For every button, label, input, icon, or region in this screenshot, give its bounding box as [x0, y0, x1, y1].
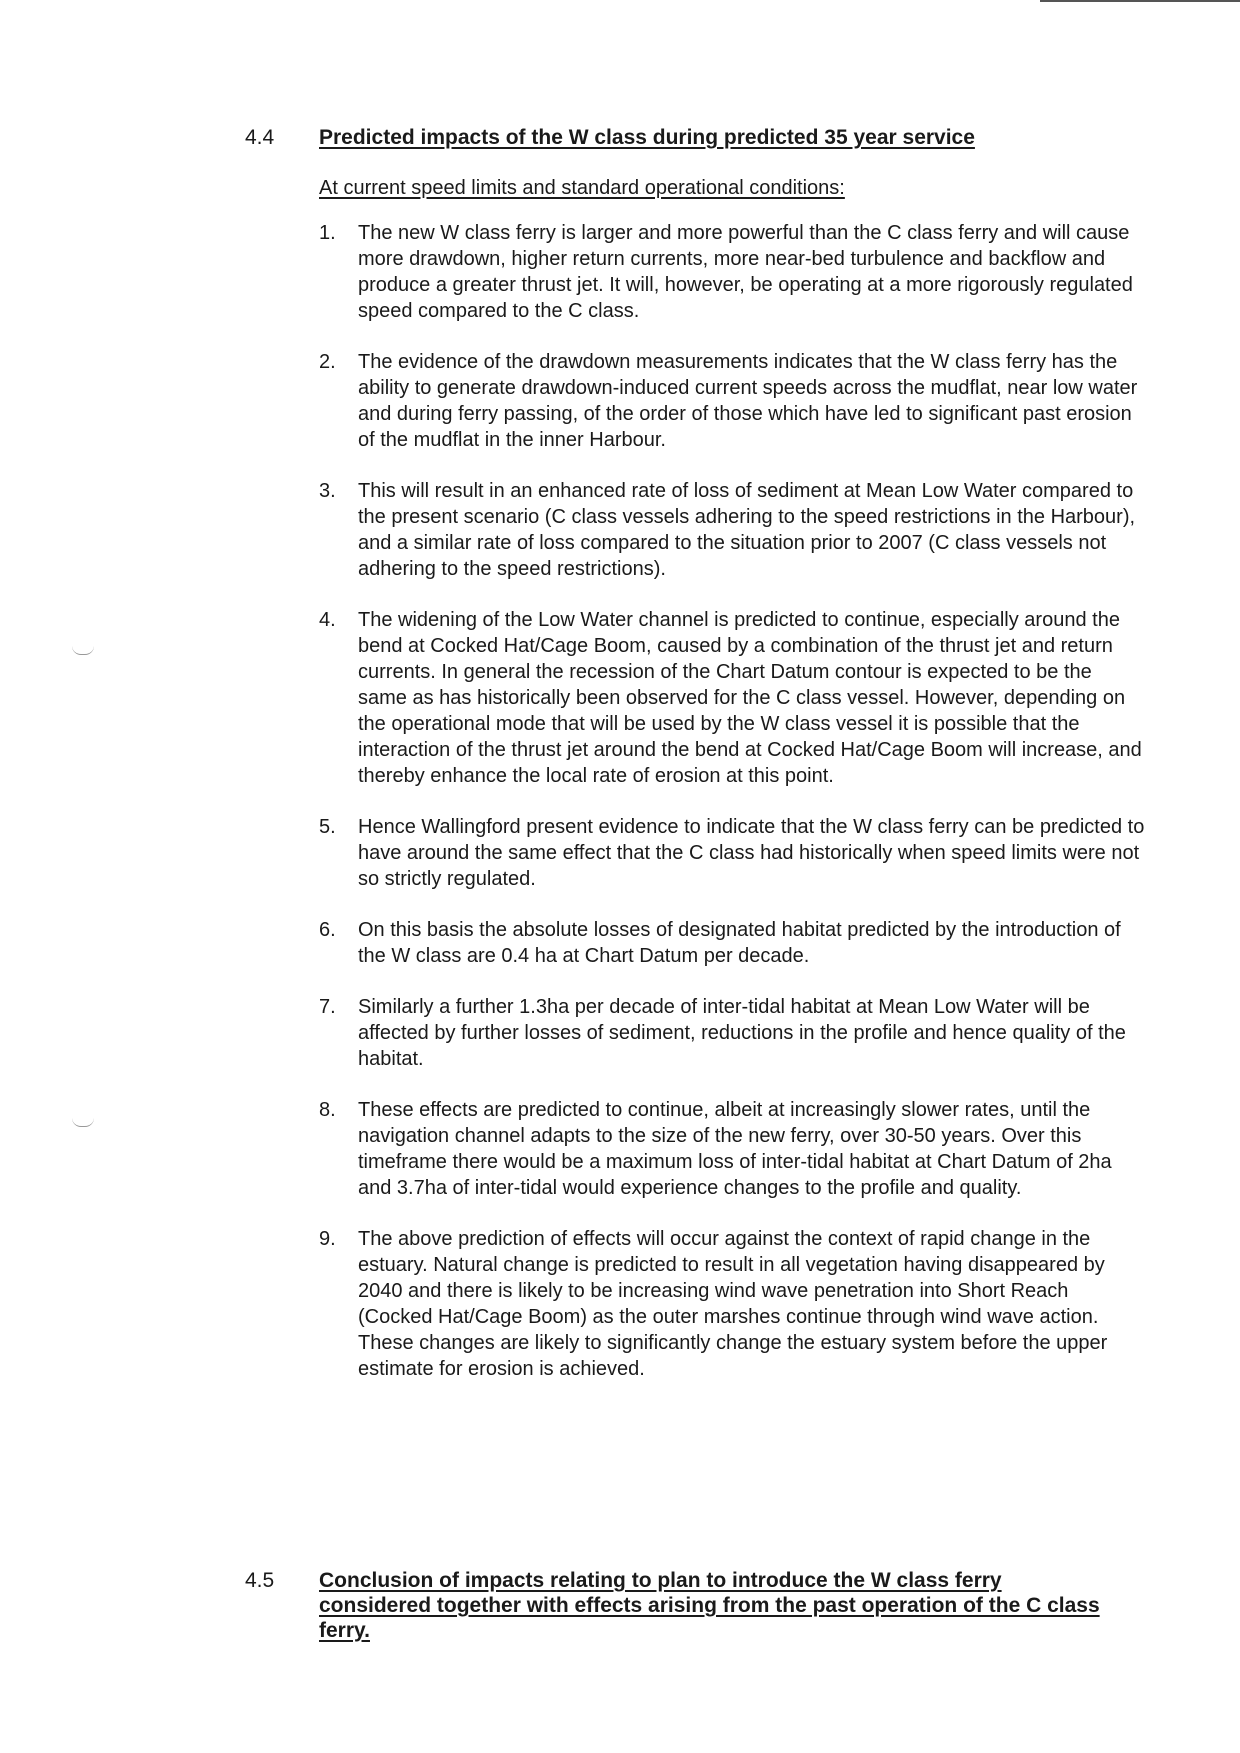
list-item	[319, 220, 1145, 324]
list-item	[319, 994, 1145, 1072]
list-item-text: These effects are predicted to continue, albeit at increasingly slower rates, until the navigation channel adapts to the size of the new ferry, over 30-50 years. Over this timeframe there would be a maximum loss of inter-tidal habitat at Chart Datum of 2ha and 3.7ha of inter-tidal would experience changes to the profile and quality.	[358, 1099, 1112, 1199]
list-item-text: The new W class ferry is larger and more powerful than the C class ferry and will cause more drawdown, higher return currents, more near-bed turbulence and backflow and produce a greater thrust jet. It will, however, be operating at a more rigorously regulated speed compared to the C class.	[358, 222, 1133, 322]
list-item-text: The above prediction of effects will occur against the context of rapid change in the estuary. Natural change is predicted to result in all vegetation having disappeared by 2040 and there is likely to be increasing wind wave penetration into Short Reach (Cocked Hat/Cage Boom) as the outer marshes continue through wind wave action. These changes are likely to significantly change the estuary system before the upper estimate for erosion is achieved.	[358, 1228, 1108, 1380]
section-heading	[245, 125, 1145, 150]
list-item-text: Hence Wallingford present evidence to indicate that the W class ferry can be predicted to have around the same effect that the C class had historically when speed limits were not so strictly regulated.	[358, 816, 1145, 890]
list-item-number: 6.	[319, 919, 336, 941]
list-item	[319, 917, 1145, 969]
section-title: Predicted impacts of the W class during predicted 35 year service	[319, 126, 975, 149]
list-item-number: 9.	[319, 1228, 336, 1250]
list-item-text: The widening of the Low Water channel is predicted to continue, especially around the bend at Cocked Hat/Cage Boom, caused by a combination of the thrust jet and return currents. In general the recession of the Chart Datum contour is expected to be the same as has historically been observed for the C class vessel. However, depending on the operational mode that will be used by the W class vessel it is possible that the interaction of the thrust jet around the bend at Cocked Hat/Cage Boom will increase, and thereby enhance the local rate of erosion at this point.	[358, 609, 1142, 787]
punch-hole-mark	[72, 646, 94, 655]
list-item-text: This will result in an enhanced rate of loss of sediment at Mean Low Water compared to the present scenario (C class vessels adhering to the speed restrictions in the Harbour), and a similar rate of loss compared to the situation prior to 2007 (C class vessels not adhering to the speed restrictions).	[358, 480, 1136, 580]
list-item-number: 4.	[319, 609, 336, 631]
list-item-text: The evidence of the drawdown measurements indicates that the W class ferry has the ability to generate drawdown-induced current speeds across the mudflat, near low water and during ferry passing, of the order of those which have led to significant past erosion of the mudflat in the inner Harbour.	[358, 351, 1138, 451]
list-item	[319, 607, 1145, 789]
list-item-number: 3.	[319, 480, 336, 502]
list-item	[319, 1226, 1145, 1382]
list-item-number: 2.	[319, 351, 336, 373]
section-number: 4.4	[245, 126, 275, 149]
list-item	[319, 814, 1145, 892]
subheading: At current speed limits and standard operational conditions:	[319, 177, 845, 199]
list-item-text: On this basis the absolute losses of designated habitat predicted by the introduction of the W class are 0.4 ha at Chart Datum per decade.	[358, 919, 1121, 967]
list-item	[319, 349, 1145, 453]
numbered-list	[319, 220, 1145, 1382]
section-4-4	[245, 125, 1145, 1407]
section-number: 4.5	[245, 1569, 275, 1592]
list-item-text: Similarly a further 1.3ha per decade of inter-tidal habitat at Mean Low Water will be affected by further losses of sediment, reductions in the profile and hence quality of the habitat.	[358, 996, 1126, 1070]
list-item	[319, 1097, 1145, 1201]
section-heading	[245, 1568, 1145, 1643]
list-item-number: 8.	[319, 1099, 336, 1121]
section-4-5	[245, 1568, 1145, 1643]
scan-edge-line	[1040, 0, 1240, 2]
list-item-number: 5.	[319, 816, 336, 838]
list-item	[319, 478, 1145, 582]
punch-hole-mark	[72, 1118, 94, 1127]
list-item-number: 7.	[319, 996, 336, 1018]
list-item-number: 1.	[319, 222, 336, 244]
section-title: Conclusion of impacts relating to plan to introduce the W class ferry considered together with effects arising from the past operation of the C class ferry.	[319, 1569, 1100, 1642]
